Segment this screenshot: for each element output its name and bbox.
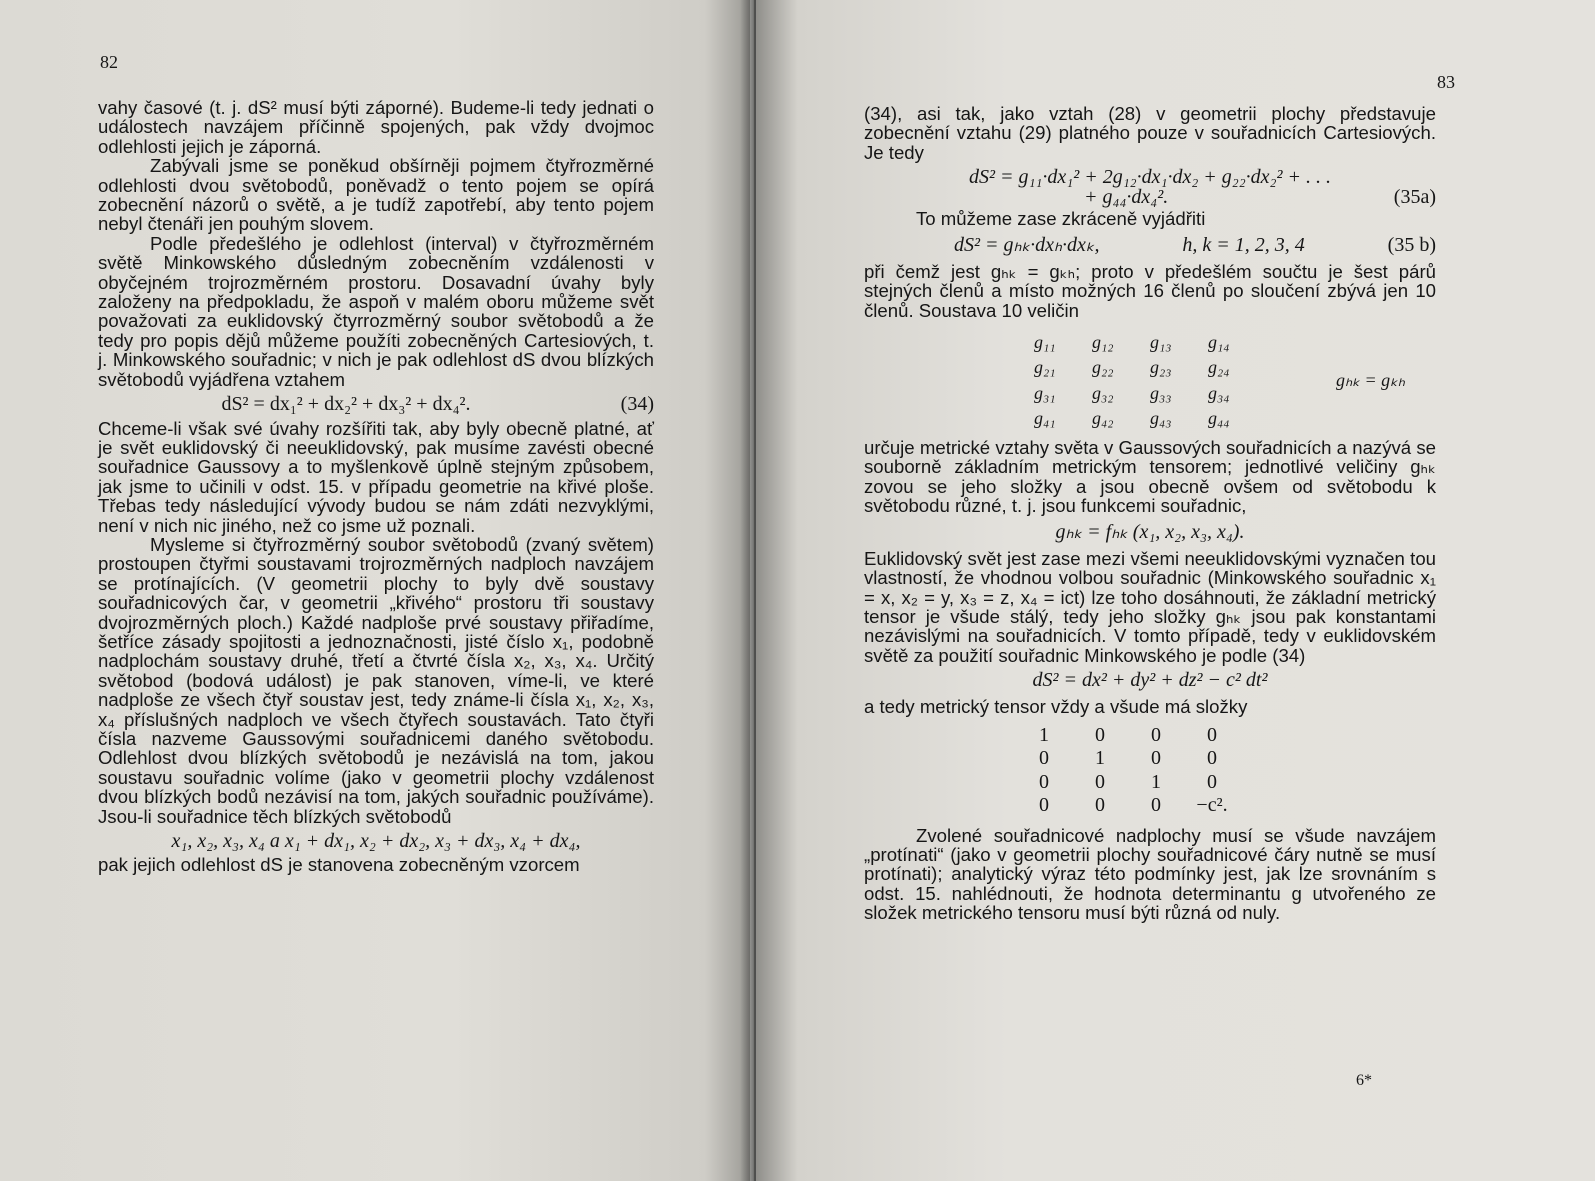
metric-tensor-matrix <box>1016 724 1436 818</box>
metric-cell: 1 <box>1095 747 1105 770</box>
g-cell: g₂₂ <box>1092 357 1114 378</box>
metric-cell: 0 <box>1039 747 1049 770</box>
equation-coordinates-body: x₁, x₂, x₃, x₄ a x₁ + dx₁, x₂ + dx₂, x₃ + dx₃, x₄ + dx₄, <box>171 830 581 853</box>
left-paragraph-2: Zabývali jsme se poněkud obšírněji pojmem čtyřrozměrné odlehlosti dvou světobodů, poněvadž o tento pojem se opírá zobecnění názorů o světě, a je tudíž zapotřebí, aby tento pojem nebyl čtenáři jen pouhým slovem. <box>98 155 654 235</box>
g-cell: g₂₃ <box>1150 357 1172 378</box>
g-tensor-block <box>864 330 1436 432</box>
left-page-text <box>98 98 654 875</box>
left-paragraph-1: vahy časové (t. j. dS² musí býti záporné). Budeme-li tedy jednati o událostech navzájem příčinně spojených, pak vždy dvojmoc odlehlosti jejich je záporná. <box>98 97 654 157</box>
metric-cell: 1 <box>1039 723 1049 746</box>
left-page <box>0 0 750 1181</box>
g-cell: g₂₁ <box>1034 357 1056 378</box>
equation-35b-range: h, k = 1, 2, 3, 4 <box>1182 234 1305 257</box>
signature-mark: 6* <box>1356 1072 1372 1089</box>
right-paragraph-7: Zvolené souřadnicové nadplochy musí se všude navzájem „protínati“ (jako v geometrii plochy souřadnicové čáry nutně se musí protínati); analytický výraz této podmínky jest, jak lze srovnáním s odst. 15. nahlédnouti, že hodnota determinantu g utvořeného ze složek metrického tensoru musí býti různá od nuly. <box>864 824 1436 924</box>
g-cell: g₄₃ <box>1150 408 1172 429</box>
equation-35a-line1: dS² = g₁₁·dx₁² + 2g₁₂·dx₁·dx₂ + g₂₂·dx₂² + . . . <box>968 166 1331 189</box>
equation-34-label: (34) <box>620 393 654 416</box>
left-paragraph-3: Podle předešlého je odlehlost (interval) v čtyřrozměrném světě Minkowského důsledným zobecněním vzdálenosti v obyčejném trojrozměrném prostoru. Dosavadní úvahy byly založeny na předpokladu, že aspoň v malém oboru můžeme svět považovati za euklidovský čtyrrozměrný soubor světobodů a že tedy pro popis dějů můžeme použíti zobecněných Cartesiových, t. j. Minkowského souřadnic; v nich je pak odlehlost dS dvou blízkých světobodů vyjádřena vztahem <box>98 232 654 390</box>
metric-cell: 0 <box>1207 723 1217 746</box>
g-cell: g₁₂ <box>1092 332 1114 353</box>
right-paragraph-5: Euklidovský svět jest zase mezi všemi neeuklidovskými vyznačen tou vlastností, že vhodnou volbou souřadnic (Minkowského souřadnic x₁ = x, x₂ = y, x₃ = z, x₄ = ict) lze toho dosáhnouti, že základní metrický tensor je všude stálý, tedy jeho složky gₕₖ jsou pak konstantami nezávislými na souřadnicích. V tomto případě, tedy v euklidovském světě za použití souřadnic Minkowského je podle (34) <box>864 547 1436 666</box>
g-cell: g₄₄ <box>1208 408 1230 429</box>
equation-35b-label: (35 b) <box>1387 234 1436 257</box>
right-paragraph-6: a tedy metrický tensor vždy a všude má složky <box>864 695 1248 717</box>
metric-cell: 0 <box>1207 770 1217 793</box>
equation-function: gₕₖ = fₕₖ (x₁, x₂, x₃, x₄). <box>1055 521 1245 544</box>
equation-35b-body: dS² = gₕₖ·dxₕ·dxₖ, <box>954 234 1100 257</box>
right-page-text <box>864 104 1436 923</box>
right-paragraph-2: To můžeme zase zkráceně vyjádřiti <box>916 208 1206 230</box>
equation-minkowski: dS² = dx² + dy² + dz² − c² dt² <box>1032 669 1268 692</box>
equation-coordinates <box>98 832 654 851</box>
equation-34-body: dS² = dx₁² + dx₂² + dx₃² + dx₄². <box>221 393 471 416</box>
right-page-number: 83 <box>1437 72 1455 92</box>
metric-cell: −c². <box>1196 794 1228 817</box>
equation-34 <box>98 395 654 414</box>
right-paragraph-4: určuje metrické vztahy světa v Gaussových souřadnicích a nazývá se souborně základním metrickým tensorem; jednotlivé veličiny gₕₖ zovou se jeho složky a jsou obecně ovšem od světobodu k světobodu různé, t. j. jsou funkcemi souřadnic, <box>864 436 1436 516</box>
equation-35a-label: (35a) <box>1393 185 1436 208</box>
g-cell: g₃₂ <box>1092 382 1114 403</box>
left-page-number: 82 <box>100 52 118 72</box>
metric-cell: 0 <box>1095 770 1105 793</box>
left-last-line: pak jejich odlehlost dS je stanovena zobecněným vzorcem <box>98 854 580 876</box>
g-cell: g₄₁ <box>1034 408 1056 429</box>
metric-cell: 0 <box>1151 723 1161 746</box>
metric-cell: 0 <box>1151 747 1161 770</box>
right-paragraph-3: při čemž jest gₕₖ = gₖₕ; proto v předešlém součtu je šest párů stejných členů a místo možných 16 členů po sloučení zbývá jen 10 členů. Soustava 10 veličin <box>864 260 1436 321</box>
right-paragraph-1: (34), asi tak, jako vztah (28) v geometrii plochy představuje zobecnění vztahu (29) platného pouze v souřadnicích Cartesiových. Je tedy <box>864 103 1436 163</box>
g-cell: g₁₁ <box>1034 332 1056 353</box>
metric-cell: 0 <box>1095 723 1105 746</box>
equation-35b <box>864 236 1436 255</box>
g-cell: g₄₂ <box>1092 408 1114 429</box>
right-page <box>756 0 1595 1181</box>
g-cell: g₃₃ <box>1150 382 1172 403</box>
g-cell: g₁₄ <box>1208 332 1230 353</box>
g-tensor-matrix <box>1034 330 1266 432</box>
metric-cell: 0 <box>1039 794 1049 817</box>
metric-cell: 0 <box>1039 770 1049 793</box>
left-paragraph-5: Mysleme si čtyřrozměrný soubor světobodů (zvaný světem) prostoupen čtyřmi soustavami trojrozměrných nadploch navzájem se protínajících. (V geometrii plochy to byly dvě soustavy souřadnicových čar, v geometrii „křivého“ prostoru tři soustavy dvojrozměrných ploch.) Každé nadploše prvé soustavy přiřadíme, šetříce zásady spojitosti a jednoznačnosti, jisté číslo x₁, podobně nadplochám soustavy druhé, třetí a čtvrté čísla x₂, x₃, x₄. Určitý světobod (bodová událost) je pak stanoven, víme-li, ve které nadploše ze všech čtyř soustav jest, tedy známe-li čísla x₁, x₂, x₃, x₄ příslušných nadploch ve všech čtyřech soustavách. Tato čtyři čísla nazveme Gaussovými souřadnicemi daného světobodu. Odlehlost dvou blízkých světobodů je nezávislá na tom, jakou soustavu souřadnic volíme (jako v geometrii plochy vzdálenost dvou blízkých bodů nezávisí na tom, jakých souřadnic používáme). Jsou-li souřadnice těch blízkých světobodů <box>98 533 654 827</box>
g-cell: g₃₄ <box>1208 382 1230 403</box>
g-cell: g₁₃ <box>1150 332 1172 353</box>
g-symmetry-relation: gₕₖ = gₖₕ <box>1336 370 1406 391</box>
g-cell: g₃₁ <box>1034 382 1056 403</box>
equation-35a <box>864 168 1436 207</box>
metric-cell: 0 <box>1095 794 1105 817</box>
metric-cell: 1 <box>1151 770 1161 793</box>
left-paragraph-4: Chceme-li však své úvahy rozšířiti tak, aby byly obecně platné, ať je svět euklidovský či neeuklidovský, pak musíme zavésti obecné souřadnice Gaussovy a to myšlenkově úplně stejným způsobem, jak jsme to učinili v odst. 15. v případu geometrie na křivé ploše. Třebas tedy následující vývody budou se nám zdáti nezvyklými, není v nich nic jiného, než co jsme už poznali. <box>98 417 654 536</box>
metric-cell: 0 <box>1151 794 1161 817</box>
g-cell: g₂₄ <box>1208 357 1230 378</box>
metric-cell: 0 <box>1207 747 1217 770</box>
equation-35a-line2: + g₄₄·dx₄². <box>1084 185 1169 208</box>
